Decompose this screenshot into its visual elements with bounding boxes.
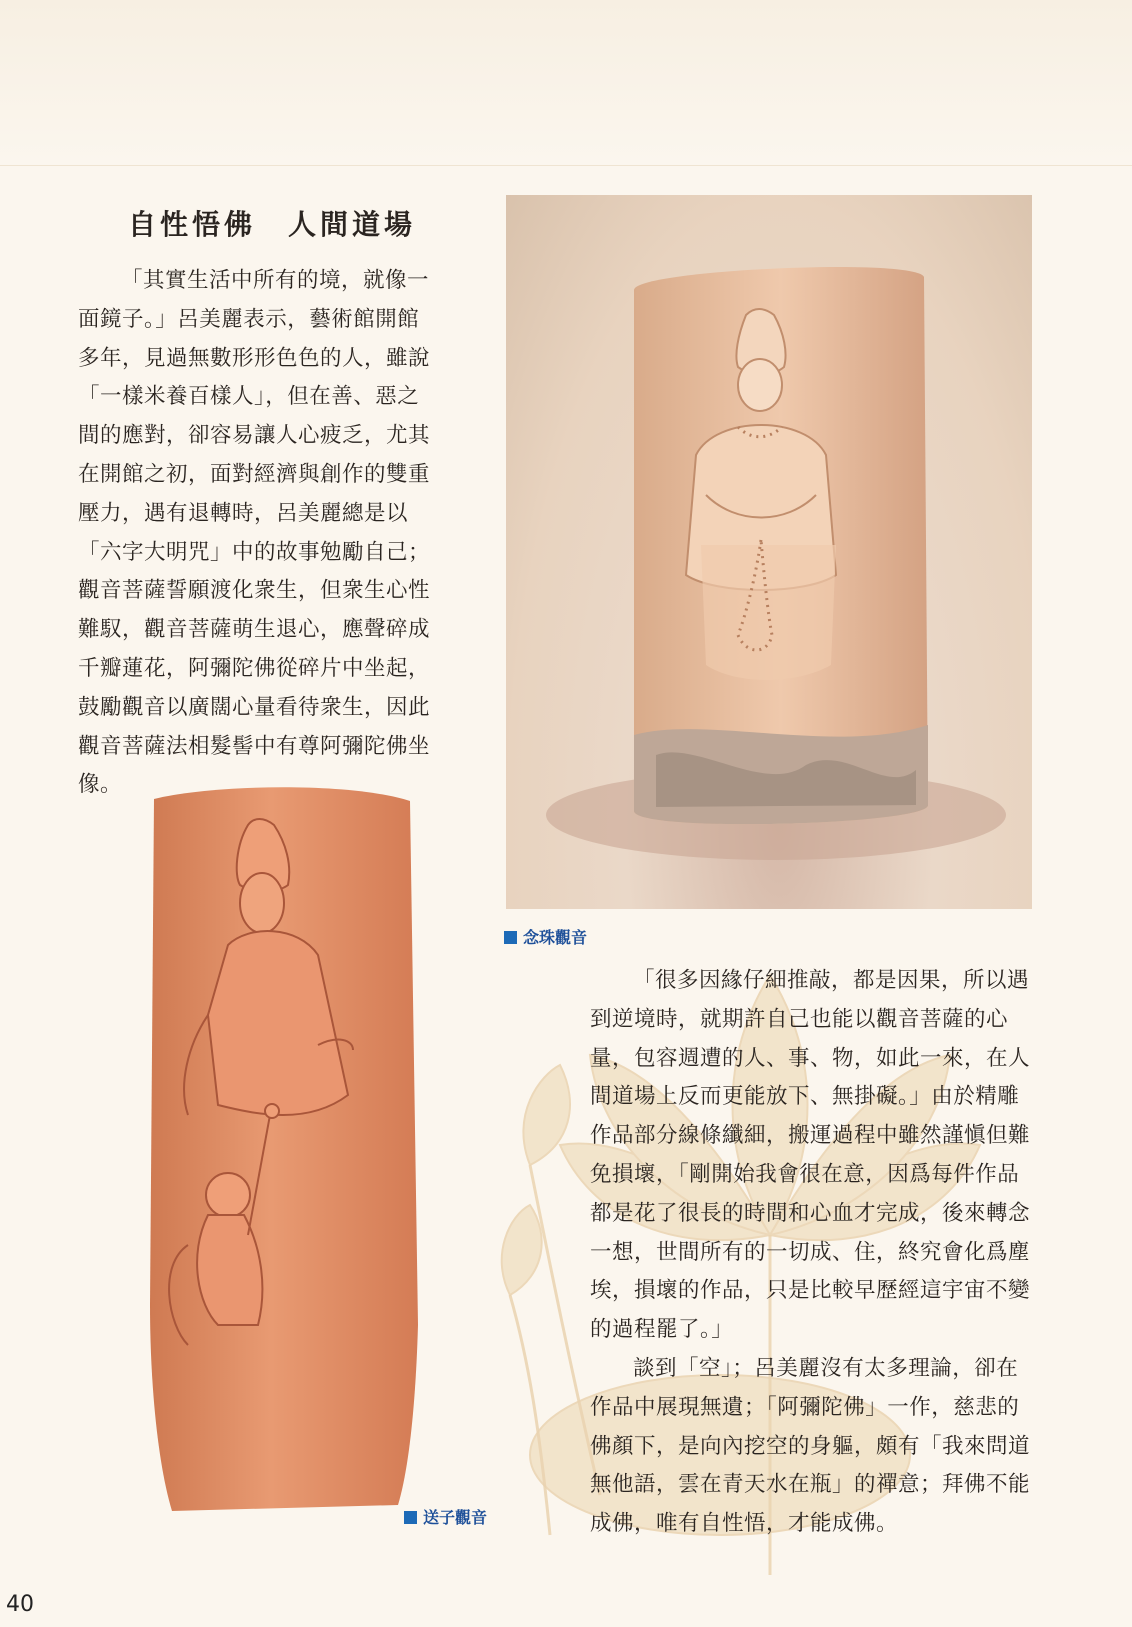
section-heading: 自性悟佛 人間道場 — [128, 208, 417, 241]
page-number: 40 — [6, 1592, 34, 1617]
caption-square-icon — [404, 1511, 417, 1524]
caption-square-icon — [504, 931, 517, 944]
caption-text: 送子觀音 — [423, 1508, 488, 1527]
carving-guanyin-with-child — [148, 785, 420, 1513]
caption-text: 念珠觀音 — [523, 928, 588, 947]
paragraph: 「很多因緣仔細推敲，都是因果，所以遇到逆境時，就期許自己也能以觀音菩薩的心量，包容週遭的人、事、物，如此一來，在人間道場上反而更能放下、無掛礙。」由於精雕作品部分線條纖細，搬運過程中雖然謹愼但難免損壞，「剛開始我會很在意，因爲每件作品都是花了很長的時間和心血才完成，後來轉念一想，世間所有的一切成、住，終究會化爲塵埃，損壞的作品，只是比較早歷經這宇宙不變的過程罷了。」 — [590, 968, 1031, 1343]
photo-songzi-guanyin — [148, 785, 420, 1513]
caption-top-photo — [504, 925, 587, 948]
carving-guanyin-with-beads — [506, 195, 1032, 909]
left-text-column — [78, 262, 438, 805]
paragraph: 「其實生活中所有的境，就像一面鏡子。」呂美麗表示，藝術館開館多年，見過無數形形色色的人，雖說「一樣米養百樣人」，但在善、惡之間的應對，卻容易讓人心疲乏，尤其在開館之初，面對經濟與創作的雙重壓力，遇有退轉時，呂美麗總是以「六字大明咒」中的故事勉勵自己；觀音菩薩誓願渡化衆生，但衆生心性難馭，觀音菩薩萌生退心，應聲碎成千瓣蓮花，阿彌陀佛從碎片中坐起，鼓勵觀音以廣闊心量看待衆生，因此觀音菩薩法相髮髻中有尊阿彌陀佛坐像。 — [78, 268, 431, 798]
right-text-column — [590, 962, 1040, 1544]
paragraph: 談到「空」；呂美麗沒有太多理論，卻在作品中展現無遺；「阿彌陀佛」一作，慈悲的佛顏下，是向內挖空的身軀，頗有「我來問道無他語，雲在青天水在瓶」的禪意；拜佛不能成佛，唯有自性悟，才能成佛。 — [590, 1355, 1031, 1537]
caption-bottom-photo — [404, 1505, 487, 1528]
photo-nianzhu-guanyin — [506, 195, 1032, 909]
page-header-band — [0, 0, 1132, 166]
